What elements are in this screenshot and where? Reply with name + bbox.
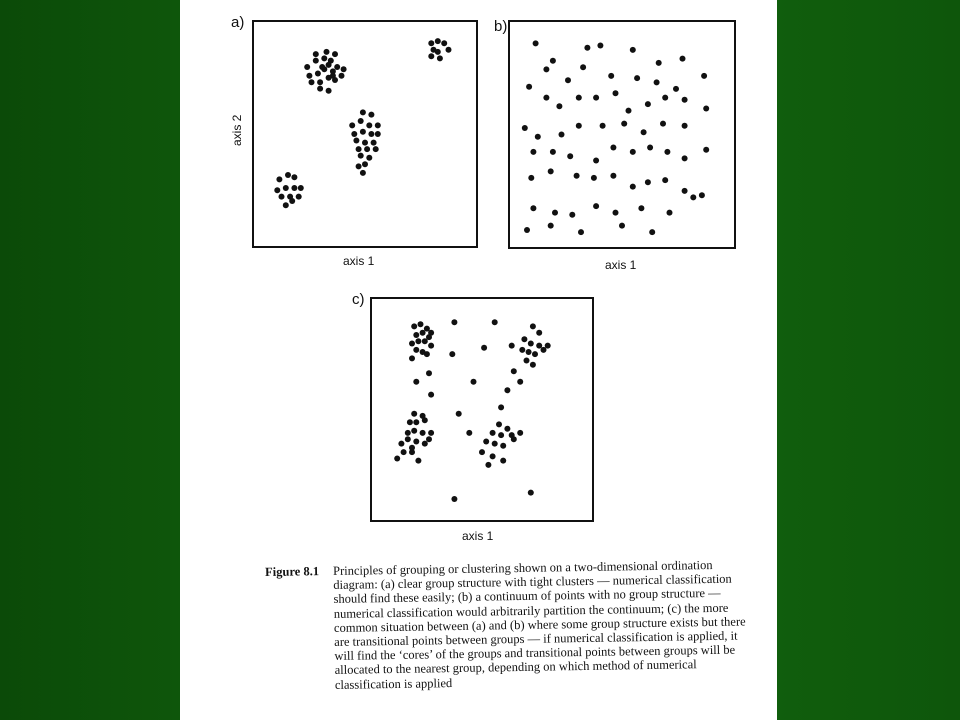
panel-a-point-19	[332, 51, 338, 57]
panel-a-point-62	[283, 202, 289, 208]
panel-a-point-32	[358, 118, 364, 124]
panel-c-point-10	[428, 343, 434, 349]
panel-b-point-28	[559, 132, 565, 138]
figure-caption	[265, 557, 757, 693]
panel-c-point-74	[466, 430, 472, 436]
panel-b-point-57	[569, 212, 575, 218]
panel-a-point-21	[326, 62, 332, 68]
panel-c-point-50	[405, 436, 411, 442]
panel-a-point-22	[330, 73, 336, 79]
panel-c-point-71	[490, 453, 496, 459]
panel-c-point-68	[500, 443, 506, 449]
panel-b-point-53	[682, 188, 688, 194]
panel-c-point-25	[519, 347, 525, 353]
panel-c-point-21	[521, 336, 527, 342]
panel-a-point-17	[313, 51, 319, 57]
panel-a-point-41	[371, 140, 377, 146]
panel-c-point-39	[456, 411, 462, 417]
panel-b-point-42	[664, 149, 670, 155]
panel-a-point-42	[356, 146, 362, 152]
panel-a-point-35	[351, 131, 357, 137]
panel-c-point-23	[536, 343, 542, 349]
panel-c-point-51	[413, 439, 419, 445]
panel-a-point-46	[366, 155, 372, 161]
panel-a-point-45	[358, 153, 364, 159]
panel-b-point-22	[645, 101, 651, 107]
panel-a-point-52	[276, 176, 282, 182]
panel-a-point-61	[296, 194, 302, 200]
panel-c-point-31	[509, 343, 515, 349]
panel-b-point-47	[574, 173, 580, 179]
panel-a-point-2	[321, 55, 327, 61]
panel-a-point-63	[289, 198, 295, 204]
scanned-page	[180, 0, 777, 720]
panel-b-plot	[508, 20, 736, 249]
panel-b-point-26	[522, 125, 528, 131]
panel-a-point-29	[437, 55, 443, 61]
panel-b-point-60	[638, 205, 644, 211]
panel-b-point-61	[667, 210, 673, 216]
panel-b-point-10	[580, 64, 586, 70]
panel-c-point-63	[498, 432, 504, 438]
panel-c-point-37	[504, 387, 510, 393]
panel-a-point-15	[317, 86, 323, 92]
panel-c-x-axis-label: axis 1	[462, 529, 494, 543]
panel-b-point-55	[530, 205, 536, 211]
panel-a-point-44	[373, 146, 379, 152]
panel-c-point-14	[424, 351, 430, 357]
panel-b-point-24	[682, 97, 688, 103]
panel-a-point-6	[306, 73, 312, 79]
panel-c-point-49	[428, 430, 434, 436]
panel-b-point-39	[610, 145, 616, 151]
panel-c-point-26	[526, 349, 532, 355]
panel-c-point-58	[409, 445, 415, 451]
panel-c-point-38	[517, 379, 523, 385]
panel-c-point-13	[409, 355, 415, 361]
panel-b-point-5	[656, 60, 662, 66]
panel-b-point-27	[535, 134, 541, 140]
panel-a-point-26	[446, 47, 452, 53]
panel-c-point-35	[471, 379, 477, 385]
panel-b-point-16	[543, 95, 549, 101]
panel-a-point-39	[353, 138, 359, 144]
panel-c-point-20	[536, 330, 542, 336]
panel-a-point-20	[319, 64, 325, 70]
panel-a-y-axis-label: axis 2	[230, 114, 244, 146]
panel-c-point-0	[411, 323, 417, 329]
panel-c-point-70	[479, 449, 485, 455]
panel-a-point-1	[313, 58, 319, 64]
panel-c-point-52	[422, 441, 428, 447]
panel-b-point-11	[608, 73, 614, 79]
panel-b-point-63	[524, 227, 530, 233]
panel-c-point-67	[492, 441, 498, 447]
panel-c-point-9	[422, 338, 428, 344]
panel-b-point-14	[673, 86, 679, 92]
panel-c-point-34	[413, 379, 419, 385]
panel-a-point-16	[326, 88, 332, 94]
panel-b-point-17	[556, 103, 562, 109]
panel-b-point-41	[647, 145, 653, 151]
panel-a-point-24	[435, 38, 441, 44]
panel-b-point-43	[682, 155, 688, 161]
panel-b-point-59	[613, 210, 619, 216]
panel-a-point-18	[324, 49, 330, 55]
panel-c-point-22	[528, 341, 534, 347]
panel-c-point-44	[413, 419, 419, 425]
panel-a-label: a)	[231, 14, 245, 31]
panel-a-point-59	[279, 194, 285, 200]
panel-c-point-5	[420, 330, 426, 336]
panel-b-point-58	[593, 203, 599, 209]
panel-c-point-60	[496, 421, 502, 427]
panel-c-point-62	[490, 430, 496, 436]
panel-c-point-19	[530, 323, 536, 329]
panel-c-point-72	[500, 458, 506, 464]
panel-b-point-52	[662, 177, 668, 183]
panel-a-point-31	[349, 122, 355, 128]
panel-a-point-48	[356, 163, 362, 169]
panel-c-point-40	[498, 404, 504, 410]
panel-b-point-7	[526, 84, 532, 90]
panel-b-point-33	[660, 121, 666, 127]
panel-a-point-58	[298, 185, 304, 191]
panel-c-point-61	[504, 426, 510, 432]
panel-a-x-axis-label: axis 1	[343, 254, 375, 268]
panel-b-point-1	[550, 58, 556, 64]
panel-c-point-66	[483, 439, 489, 445]
panel-b-point-56	[552, 210, 558, 216]
panel-b-point-19	[593, 95, 599, 101]
panel-a-point-54	[291, 174, 297, 180]
panel-a-point-12	[317, 79, 323, 85]
panel-c-point-73	[485, 462, 491, 468]
panel-c-point-43	[407, 419, 413, 425]
panel-c-point-30	[530, 362, 536, 368]
panel-b-point-66	[619, 223, 625, 229]
panel-b-point-31	[621, 121, 627, 127]
panel-b-point-46	[548, 168, 554, 174]
panel-c-label: c)	[352, 291, 365, 308]
panel-c-point-1	[418, 321, 424, 327]
panel-c-point-45	[422, 417, 428, 423]
panel-b-point-48	[591, 175, 597, 181]
panel-b-point-15	[701, 73, 707, 79]
panel-a-point-38	[375, 131, 381, 137]
panel-a-point-47	[362, 161, 368, 167]
panel-a-point-4	[334, 64, 340, 70]
panel-a-point-5	[341, 66, 347, 72]
panel-b-point-32	[641, 129, 647, 135]
panel-c-point-56	[394, 456, 400, 462]
panel-c-point-53	[398, 441, 404, 447]
panel-c-point-59	[426, 436, 432, 442]
panel-c-point-47	[411, 428, 417, 434]
panel-b-point-51	[645, 179, 651, 185]
panel-c-point-55	[401, 449, 407, 455]
panel-c-point-36	[428, 392, 434, 398]
panel-b-point-4	[630, 47, 636, 53]
panel-c-point-8	[415, 338, 421, 344]
panel-a-point-0	[304, 64, 310, 70]
panel-c-point-4	[413, 332, 419, 338]
panel-c-point-27	[532, 351, 538, 357]
panel-b-point-65	[578, 229, 584, 235]
panel-a-point-10	[339, 73, 345, 79]
panel-a-scatter	[254, 22, 476, 246]
panel-b-point-67	[649, 229, 655, 235]
panel-b-point-38	[593, 158, 599, 164]
panel-c-scatter	[372, 299, 592, 520]
panel-b-point-37	[567, 153, 573, 159]
panel-a-plot	[252, 20, 478, 248]
panel-a-point-49	[360, 109, 366, 115]
panel-b-point-3	[597, 43, 603, 49]
panel-b-point-30	[600, 123, 606, 129]
panel-a-point-53	[285, 172, 291, 178]
panel-b-point-45	[528, 175, 534, 181]
panel-b-point-40	[630, 149, 636, 155]
panel-c-point-48	[420, 430, 426, 436]
panel-c-point-15	[451, 319, 457, 325]
panel-b-point-13	[654, 79, 660, 85]
panel-b-point-2	[584, 45, 590, 51]
panel-c-point-29	[524, 358, 530, 364]
panel-b-point-36	[550, 149, 556, 155]
panel-c-point-76	[528, 490, 534, 496]
panel-b-point-6	[680, 56, 686, 62]
panel-c-point-65	[517, 430, 523, 436]
panel-a-point-25	[441, 40, 447, 46]
panel-c-point-17	[449, 351, 455, 357]
panel-b-point-34	[682, 123, 688, 129]
panel-b-point-18	[576, 95, 582, 101]
panel-a-point-50	[368, 112, 374, 118]
panel-b-scatter	[510, 22, 734, 247]
panel-a-point-33	[366, 122, 372, 128]
panel-c-point-75	[451, 496, 457, 502]
panel-b-point-20	[613, 90, 619, 96]
panel-c-point-24	[545, 343, 551, 349]
figure-caption-text: Principles of grouping or clustering shown on a two-dimensional ordination diagram: (a) clear group structure with tight clusters — numerical classification should find these easily; (b) a continuum of points with no group structure — numerical classification would arbitrarily partition the continuum; (c) the more common situation between (a) and (b) where some group structure exists but there are transitional points between groups — if numerical classification is applied, it will find the ‘cores’ of the groups and transitional points between groups will be allocated to the nearest group, depending on which method of numerical classification is applied	[332, 557, 746, 692]
panel-a-point-7	[315, 71, 321, 77]
panel-b-point-50	[630, 184, 636, 190]
panel-c-point-28	[541, 347, 547, 353]
panel-b-point-44	[703, 147, 709, 153]
panel-c-point-18	[481, 345, 487, 351]
panel-c-point-16	[492, 319, 498, 325]
panel-b-x-axis-label: axis 1	[605, 258, 637, 272]
panel-c-point-11	[413, 347, 419, 353]
panel-c-point-32	[511, 368, 517, 374]
panel-b-point-62	[690, 194, 696, 200]
panel-b-point-29	[576, 123, 582, 129]
panel-a-point-34	[375, 122, 381, 128]
panel-c-point-41	[411, 411, 417, 417]
panel-b-point-12	[634, 75, 640, 81]
panel-c-point-57	[415, 458, 421, 464]
panel-a-point-40	[362, 140, 368, 146]
panel-a-point-55	[274, 187, 280, 193]
panel-a-point-51	[360, 170, 366, 176]
panel-b-label: b)	[494, 18, 508, 35]
panel-a-point-57	[291, 185, 297, 191]
panel-c-point-46	[405, 430, 411, 436]
panel-b-point-25	[703, 106, 709, 112]
panel-c-point-33	[426, 370, 432, 376]
panel-a-point-36	[360, 129, 366, 135]
panel-a-point-23	[428, 40, 434, 46]
figure-caption-label: Figure 8.1	[265, 564, 320, 579]
panel-c-plot	[370, 297, 594, 522]
panel-b-point-64	[548, 223, 554, 229]
panel-b-point-0	[533, 40, 539, 46]
panel-a-point-56	[283, 185, 289, 191]
panel-a-point-11	[309, 79, 315, 85]
panel-b-point-49	[610, 173, 616, 179]
panel-b-point-23	[662, 95, 668, 101]
panel-a-point-28	[428, 53, 434, 59]
panel-a-point-37	[368, 131, 374, 137]
panel-b-point-8	[543, 66, 549, 72]
panel-b-point-21	[626, 108, 632, 114]
panel-b-point-9	[565, 77, 571, 83]
panel-a-point-30	[431, 47, 437, 53]
panel-c-point-69	[511, 436, 517, 442]
panel-b-point-35	[530, 149, 536, 155]
panel-a-point-43	[364, 146, 370, 152]
panel-b-point-54	[699, 192, 705, 198]
panel-c-point-7	[409, 341, 415, 347]
